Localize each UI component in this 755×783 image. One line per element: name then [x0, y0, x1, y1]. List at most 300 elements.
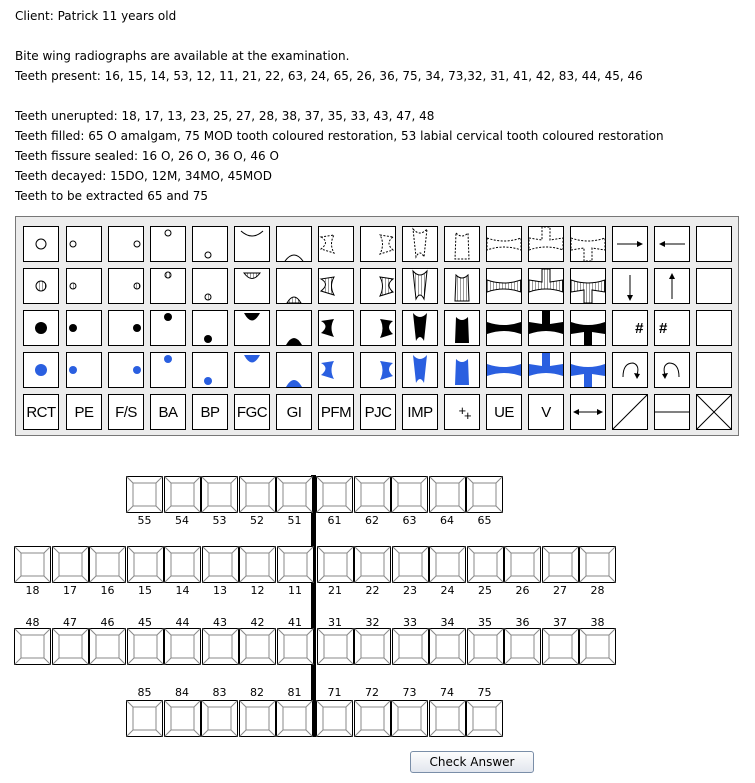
tooth-surface-icon — [127, 546, 164, 583]
palette-symbol-graphic — [445, 227, 479, 261]
palette-root-symbol-r4-c10[interactable] — [402, 352, 438, 388]
palette-symbol-r2-c17[interactable] — [696, 268, 732, 304]
tooth-number-52: 52 — [250, 514, 264, 527]
palette-symbol-graphic — [487, 311, 521, 345]
tooth-83[interactable] — [201, 700, 238, 737]
tooth-number-63: 63 — [402, 514, 417, 527]
tooth-number-44: 44 — [175, 616, 190, 629]
tooth-number-38: 38 — [590, 616, 605, 629]
palette-symbol-graphic — [319, 311, 353, 345]
palette-symbol-r4-c17[interactable] — [696, 352, 732, 388]
palette-surface-symbol-r3-c5[interactable] — [192, 310, 228, 346]
tooth-surface-icon — [14, 546, 51, 583]
tooth-25[interactable] — [467, 546, 504, 583]
palette-ue-label: UE — [494, 403, 514, 421]
tooth-18[interactable] — [14, 546, 51, 583]
palette-symbol-r1-c17[interactable] — [696, 226, 732, 262]
tooth-number-12: 12 — [250, 584, 265, 597]
tooth-24[interactable] — [429, 546, 466, 583]
palette-root-symbol-r4-c12[interactable] — [486, 352, 522, 388]
tooth-surface-icon — [466, 476, 503, 513]
tooth-35[interactable] — [467, 628, 504, 665]
tooth-44[interactable] — [164, 628, 201, 665]
tooth-number-48: 48 — [25, 616, 40, 629]
tooth-61[interactable] — [316, 476, 353, 513]
palette-root-symbol-r4-c13[interactable] — [528, 352, 564, 388]
palette-symbol-graphic — [445, 353, 479, 387]
palette-root-symbol-r1-c9[interactable] — [360, 226, 396, 262]
palette-surface-symbol-r3-c4[interactable] — [150, 310, 186, 346]
palette-symbol-graphic — [109, 311, 143, 345]
palette-symbol-graphic — [151, 227, 185, 261]
palette-symbol-graphic — [361, 269, 395, 303]
palette-symbol-graphic — [529, 311, 563, 345]
palette-symbol-graphic — [571, 269, 605, 303]
tooth-48[interactable] — [14, 628, 51, 665]
tooth-surface-icon — [467, 546, 504, 583]
palette-symbol-graphic — [24, 311, 58, 345]
tooth-number-26: 26 — [515, 584, 530, 597]
palette-symbol-graphic — [235, 311, 269, 345]
palette-symbol-graphic — [697, 395, 731, 429]
tooth-number-53: 53 — [212, 514, 227, 527]
palette-surface-symbol-r3-c7[interactable] — [276, 310, 312, 346]
palette-root-symbol-r2-c13[interactable] — [528, 268, 564, 304]
tooth-surface-icon — [466, 700, 503, 737]
palette-ba-label: BA — [158, 403, 178, 421]
palette-symbol-graphic — [109, 353, 143, 387]
palette-arrow-symbol-r5-c15[interactable] — [612, 394, 648, 430]
palette-pjc-button[interactable] — [360, 394, 396, 430]
palette-symbol-graphic — [655, 227, 689, 261]
tooth-23[interactable] — [392, 546, 429, 583]
tooth-number-37: 37 — [553, 616, 567, 629]
palette-symbol-graphic — [613, 227, 647, 261]
tooth-64[interactable] — [429, 476, 466, 513]
tooth-surface-icon — [201, 476, 238, 513]
palette-symbol-graphic — [109, 227, 143, 261]
palette-root-symbol-r3-c12[interactable] — [486, 310, 522, 346]
tooth-74[interactable] — [429, 700, 466, 737]
tooth-63[interactable] — [391, 476, 428, 513]
tooth-surface-icon — [542, 546, 579, 583]
tooth-surface-icon — [14, 628, 51, 665]
palette-root-symbol-r1-c10[interactable] — [402, 226, 438, 262]
palette-gi-button[interactable] — [276, 394, 312, 430]
palette-ba-button[interactable] — [150, 394, 186, 430]
tooth-26[interactable] — [504, 546, 541, 583]
palette-arrow-symbol-r4-c16[interactable] — [654, 352, 690, 388]
check-answer-button[interactable]: Check Answer — [410, 751, 534, 773]
tooth-82[interactable] — [239, 700, 276, 737]
palette-root-symbol-r3-c13[interactable] — [528, 310, 564, 346]
palette-symbol-graphic — [529, 269, 563, 303]
palette-hash-button-a[interactable] — [612, 310, 648, 346]
tooth-14[interactable] — [164, 546, 201, 583]
teeth-filled-line: Teeth filled: 65 O amalgam, 75 MOD tooth coloured restoration, 53 labial cervical tooth coloured restoration — [15, 129, 664, 143]
palette-pfm-label: PFM — [320, 403, 352, 421]
palette-arrow-symbol-r1-c16[interactable] — [654, 226, 690, 262]
tooth-surface-icon — [354, 700, 391, 737]
palette-root-symbol-r1-c14[interactable] — [570, 226, 606, 262]
palette-root-symbol-r1-c12[interactable] — [486, 226, 522, 262]
tooth-surface-icon — [127, 628, 164, 665]
tooth-number-11: 11 — [288, 584, 302, 597]
tooth-number-28: 28 — [590, 584, 605, 597]
tooth-13[interactable] — [202, 546, 239, 583]
palette-symbol-graphic — [403, 269, 437, 303]
palette-root-symbol-r2-c10[interactable] — [402, 268, 438, 304]
tooth-number-23: 23 — [403, 584, 417, 597]
tooth-surface-icon — [164, 546, 201, 583]
palette-surface-symbol-r2-c4[interactable] — [150, 268, 186, 304]
tooth-number-73: 73 — [402, 686, 417, 699]
tooth-surface-icon — [239, 476, 276, 513]
palette-surface-symbol-r1-c6[interactable] — [234, 226, 270, 262]
tooth-number-71: 71 — [327, 686, 342, 699]
palette-root-symbol-r3-c10[interactable] — [402, 310, 438, 346]
palette-rct-button[interactable] — [23, 394, 59, 430]
tooth-53[interactable] — [201, 476, 238, 513]
tooth-42[interactable] — [239, 628, 276, 665]
palette-symbol-graphic — [277, 227, 311, 261]
tooth-surface-icon — [239, 546, 276, 583]
tooth-43[interactable] — [202, 628, 239, 665]
teeth-unerupted-line: Teeth unerupted: 18, 17, 13, 23, 25, 27, 28, 38, 37, 35, 33, 43, 47, 48 — [15, 109, 435, 123]
palette-symbol-graphic — [277, 311, 311, 345]
palette-hash-button-b[interactable] — [654, 310, 690, 346]
palette-arrow-symbol-r2-c16[interactable] — [654, 268, 690, 304]
palette-hash-label: # — [635, 319, 643, 337]
teeth-extract-line: Teeth to be extracted 65 and 75 — [15, 189, 208, 203]
tooth-11[interactable] — [277, 546, 314, 583]
tooth-surface-icon — [316, 476, 353, 513]
palette-symbol-graphic — [319, 269, 353, 303]
tooth-surface-icon — [126, 700, 163, 737]
palette-symbol-graphic — [529, 227, 563, 261]
palette-symbol-graphic — [24, 353, 58, 387]
tooth-47[interactable] — [52, 628, 89, 665]
tooth-54[interactable] — [164, 476, 201, 513]
palette-arrow-symbol-r5-c17[interactable] — [696, 394, 732, 430]
palette-surface-symbol-r4-c6[interactable] — [234, 352, 270, 388]
palette-arrow-symbol-r5-c16[interactable] — [654, 394, 690, 430]
palette-surface-symbol-r3-c1[interactable] — [23, 310, 59, 346]
palette-symbol-graphic — [487, 353, 521, 387]
palette-arrow-symbol-r5-c14[interactable] — [570, 394, 606, 430]
tooth-number-36: 36 — [515, 616, 530, 629]
palette-root-symbol-r3-c8[interactable] — [318, 310, 354, 346]
palette-surface-symbol-r1-c1[interactable] — [23, 226, 59, 262]
palette-pe-label: PE — [74, 403, 94, 421]
palette-symbol-graphic — [319, 227, 353, 261]
palette-root-symbol-r3-c9[interactable] — [360, 310, 396, 346]
palette-root-symbol-r4-c14[interactable] — [570, 352, 606, 388]
tooth-surface-icon — [164, 476, 201, 513]
tooth-32[interactable] — [354, 628, 391, 665]
palette-surface-symbol-r4-c7[interactable] — [276, 352, 312, 388]
tooth-number-61: 61 — [327, 514, 342, 527]
tooth-surface-icon — [164, 628, 201, 665]
tooth-number-21: 21 — [328, 584, 342, 597]
tooth-surface-icon — [239, 700, 276, 737]
palette-root-symbol-r2-c12[interactable] — [486, 268, 522, 304]
palette-surface-symbol-r2-c6[interactable] — [234, 268, 270, 304]
tooth-number-47: 47 — [63, 616, 77, 629]
palette-plus-label: + + — [458, 403, 472, 423]
palette-surface-symbol-r4-c1[interactable] — [23, 352, 59, 388]
teeth-sealed-line: Teeth fissure sealed: 16 O, 26 O, 36 O, 46 O — [15, 149, 279, 163]
palette-symbol-graphic — [529, 353, 563, 387]
palette-v-label: V — [541, 403, 551, 421]
palette-root-symbol-r4-c11[interactable] — [444, 352, 480, 388]
tooth-number-43: 43 — [213, 616, 227, 629]
tooth-15[interactable] — [127, 546, 164, 583]
tooth-number-32: 32 — [365, 616, 380, 629]
palette-symbol-graphic — [613, 353, 647, 387]
tooth-33[interactable] — [392, 628, 429, 665]
tooth-75[interactable] — [466, 700, 503, 737]
palette-surface-symbol-r2-c1[interactable] — [23, 268, 59, 304]
palette-root-symbol-r1-c8[interactable] — [318, 226, 354, 262]
tooth-number-46: 46 — [100, 616, 115, 629]
tooth-surface-icon — [429, 700, 466, 737]
tooth-36[interactable] — [504, 628, 541, 665]
palette-surface-symbol-r1-c4[interactable] — [150, 226, 186, 262]
tooth-65[interactable] — [466, 476, 503, 513]
palette-symbol-graphic — [361, 227, 395, 261]
tooth-surface-icon — [429, 476, 466, 513]
palette-symbol-r3-c17[interactable] — [696, 310, 732, 346]
palette-symbol-graphic — [67, 227, 101, 261]
tooth-surface-icon — [354, 546, 391, 583]
palette-surface-symbol-r3-c2[interactable] — [66, 310, 102, 346]
tooth-surface-icon — [467, 628, 504, 665]
tooth-number-17: 17 — [63, 584, 77, 597]
palette-surface-symbol-r1-c3[interactable] — [108, 226, 144, 262]
tooth-51[interactable] — [276, 476, 313, 513]
tooth-surface-icon — [202, 546, 239, 583]
tooth-72[interactable] — [354, 700, 391, 737]
tooth-number-62: 62 — [365, 514, 379, 527]
tooth-surface-icon — [429, 628, 466, 665]
tooth-71[interactable] — [316, 700, 353, 737]
palette-pfm-button[interactable] — [318, 394, 354, 430]
tooth-34[interactable] — [429, 628, 466, 665]
tooth-number-14: 14 — [175, 584, 190, 597]
tooth-surface-icon — [354, 476, 391, 513]
palette-symbol-graphic — [445, 269, 479, 303]
tooth-number-18: 18 — [25, 584, 40, 597]
palette-imp-label: IMP — [407, 403, 433, 421]
palette-symbol-graphic — [403, 227, 437, 261]
palette-imp-button[interactable] — [402, 394, 438, 430]
palette-bp-button[interactable] — [192, 394, 228, 430]
palette-surface-symbol-r2-c2[interactable] — [66, 268, 102, 304]
palette-ue-button[interactable] — [486, 394, 522, 430]
tooth-surface-icon — [391, 476, 428, 513]
palette-symbol-graphic — [277, 353, 311, 387]
palette-symbol-graphic — [235, 269, 269, 303]
palette-surface-symbol-r1-c5[interactable] — [192, 226, 228, 262]
palette-symbol-graphic — [277, 269, 311, 303]
tooth-17[interactable] — [52, 546, 89, 583]
tooth-number-42: 42 — [250, 616, 265, 629]
tooth-16[interactable] — [89, 546, 126, 583]
palette-surface-symbol-r2-c5[interactable] — [192, 268, 228, 304]
palette-symbol-graphic — [235, 353, 269, 387]
palette-surface-symbol-r4-c4[interactable] — [150, 352, 186, 388]
palette-fs-label: F/S — [115, 403, 137, 421]
palette-symbol-graphic — [319, 353, 353, 387]
tooth-52[interactable] — [239, 476, 276, 513]
symbol-palette — [15, 216, 739, 436]
palette-root-symbol-r3-c11[interactable] — [444, 310, 480, 346]
tooth-surface-icon — [317, 546, 354, 583]
palette-root-symbol-r4-c9[interactable] — [360, 352, 396, 388]
palette-symbol-graphic — [151, 353, 185, 387]
tooth-21[interactable] — [317, 546, 354, 583]
tooth-number-65: 65 — [477, 514, 492, 527]
palette-symbol-graphic — [151, 311, 185, 345]
palette-arrow-symbol-r4-c15[interactable] — [612, 352, 648, 388]
tooth-28[interactable] — [579, 546, 616, 583]
tooth-surface-icon — [277, 628, 314, 665]
palette-bp-label: BP — [200, 403, 220, 421]
palette-fgc-label: FGC — [236, 403, 268, 421]
palette-symbol-graphic — [24, 269, 58, 303]
tooth-45[interactable] — [127, 628, 164, 665]
palette-root-symbol-r2-c9[interactable] — [360, 268, 396, 304]
palette-symbol-graphic — [67, 353, 101, 387]
palette-gi-label: GI — [286, 403, 302, 421]
tooth-81[interactable] — [276, 700, 313, 737]
palette-symbol-graphic — [571, 395, 605, 429]
palette-fgc-button[interactable] — [234, 394, 270, 430]
tooth-surface-icon — [542, 628, 579, 665]
palette-root-symbol-r2-c14[interactable] — [570, 268, 606, 304]
palette-symbol-graphic — [655, 395, 689, 429]
tooth-surface-icon — [89, 546, 126, 583]
palette-surface-symbol-r4-c5[interactable] — [192, 352, 228, 388]
palette-arrow-symbol-r2-c15[interactable] — [612, 268, 648, 304]
case-info — [15, 6, 664, 206]
tooth-number-75: 75 — [477, 686, 492, 699]
palette-symbol-graphic — [67, 269, 101, 303]
tooth-number-55: 55 — [137, 514, 152, 527]
palette-plus-button[interactable] — [444, 394, 480, 430]
palette-rct-label: RCT — [26, 403, 56, 421]
tooth-number-27: 27 — [553, 584, 567, 597]
palette-arrow-symbol-r1-c15[interactable] — [612, 226, 648, 262]
tooth-number-15: 15 — [138, 584, 152, 597]
tooth-85[interactable] — [126, 700, 163, 737]
palette-symbol-graphic — [571, 227, 605, 261]
palette-surface-symbol-r1-c7[interactable] — [276, 226, 312, 262]
palette-surface-symbol-r3-c6[interactable] — [234, 310, 270, 346]
palette-v-button[interactable] — [528, 394, 564, 430]
tooth-surface-icon — [392, 546, 429, 583]
palette-symbol-graphic — [403, 353, 437, 387]
bitewing-line: Bite wing radiographs are available at the examination. — [15, 49, 350, 63]
tooth-38[interactable] — [579, 628, 616, 665]
palette-surface-symbol-r4-c3[interactable] — [108, 352, 144, 388]
tooth-surface-icon — [504, 546, 541, 583]
palette-symbol-graphic — [655, 269, 689, 303]
palette-root-symbol-r3-c14[interactable] — [570, 310, 606, 346]
tooth-37[interactable] — [542, 628, 579, 665]
palette-surface-symbol-r4-c2[interactable] — [66, 352, 102, 388]
palette-symbol-graphic — [235, 227, 269, 261]
tooth-surface-icon — [317, 628, 354, 665]
tooth-number-24: 24 — [440, 584, 455, 597]
tooth-surface-icon — [504, 628, 541, 665]
palette-symbol-graphic — [445, 311, 479, 345]
palette-root-symbol-r2-c8[interactable] — [318, 268, 354, 304]
palette-symbol-graphic — [361, 353, 395, 387]
palette-symbol-graphic — [613, 269, 647, 303]
palette-symbol-graphic — [193, 353, 227, 387]
tooth-number-84: 84 — [175, 686, 189, 699]
tooth-12[interactable] — [239, 546, 276, 583]
tooth-number-54: 54 — [175, 514, 189, 527]
tooth-41[interactable] — [277, 628, 314, 665]
tooth-31[interactable] — [317, 628, 354, 665]
tooth-surface-icon — [164, 700, 201, 737]
tooth-84[interactable] — [164, 700, 201, 737]
tooth-number-85: 85 — [137, 686, 152, 699]
palette-root-symbol-r1-c11[interactable] — [444, 226, 480, 262]
tooth-27[interactable] — [542, 546, 579, 583]
palette-root-symbol-r4-c8[interactable] — [318, 352, 354, 388]
palette-symbol-graphic — [487, 227, 521, 261]
palette-pe-button[interactable] — [66, 394, 102, 430]
tooth-surface-icon — [354, 628, 391, 665]
palette-root-symbol-r1-c13[interactable] — [528, 226, 564, 262]
palette-plus-sub: + — [464, 408, 472, 423]
tooth-55[interactable] — [126, 476, 163, 513]
palette-symbol-graphic — [403, 311, 437, 345]
palette-symbol-graphic — [613, 395, 647, 429]
palette-surface-symbol-r1-c2[interactable] — [66, 226, 102, 262]
tooth-number-34: 34 — [440, 616, 455, 629]
tooth-surface-icon — [202, 628, 239, 665]
palette-fs-button[interactable] — [108, 394, 144, 430]
client-line: Client: Patrick 11 years old — [15, 9, 177, 23]
palette-symbol-graphic — [361, 311, 395, 345]
tooth-surface-icon — [316, 700, 353, 737]
tooth-73[interactable] — [391, 700, 428, 737]
palette-root-symbol-r2-c11[interactable] — [444, 268, 480, 304]
tooth-62[interactable] — [354, 476, 391, 513]
tooth-surface-icon — [276, 700, 313, 737]
tooth-surface-icon — [391, 700, 428, 737]
tooth-22[interactable] — [354, 546, 391, 583]
palette-symbol-graphic — [67, 311, 101, 345]
palette-pjc-label: PJC — [364, 403, 392, 421]
palette-surface-symbol-r2-c7[interactable] — [276, 268, 312, 304]
tooth-number-16: 16 — [100, 584, 115, 597]
tooth-surface-icon — [126, 476, 163, 513]
palette-hash-label: # — [659, 319, 667, 337]
palette-surface-symbol-r3-c3[interactable] — [108, 310, 144, 346]
palette-surface-symbol-r2-c3[interactable] — [108, 268, 144, 304]
tooth-number-41: 41 — [288, 616, 302, 629]
tooth-number-22: 22 — [365, 584, 380, 597]
palette-symbol-graphic — [571, 311, 605, 345]
tooth-surface-icon — [392, 628, 429, 665]
tooth-46[interactable] — [89, 628, 126, 665]
